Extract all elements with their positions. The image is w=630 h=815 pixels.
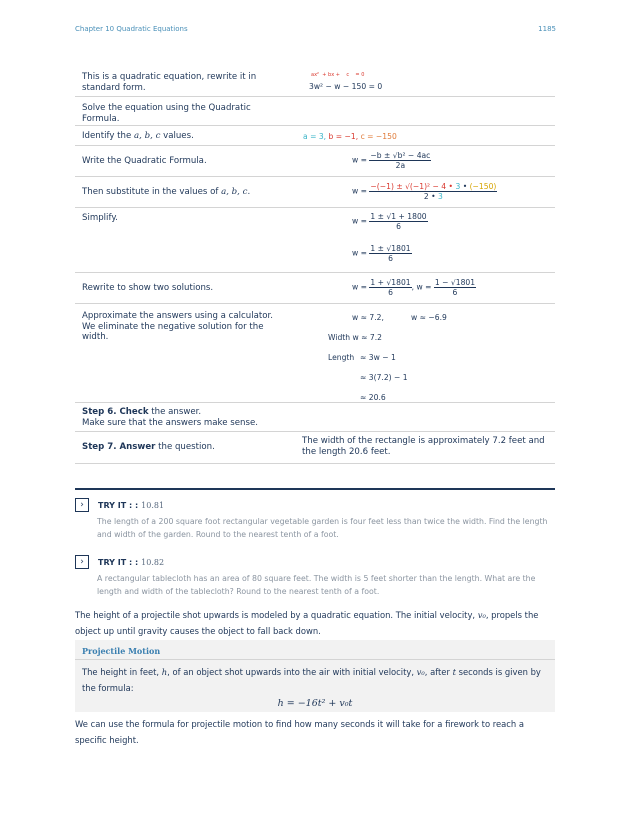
row-left-text: This is a quadratic equation, rewrite it in standard form.	[82, 72, 257, 93]
abc-values: a = 3, b = −1, c = −150	[303, 132, 397, 141]
try-it-number: 10.81	[141, 500, 165, 510]
table-row	[75, 146, 555, 177]
try-it-text: The length of a 200 square foot rectangular vegetable garden is four feet less than twice the width. Find the length and width of the garden. Round to the nearest tenth of a foot.	[97, 517, 548, 539]
simplify-step-1: w = $\frac{1 \pm √1 + 1800}{6}$	[352, 212, 427, 231]
projectile-motion-box	[75, 640, 555, 712]
length-step-2: ≈ 3(7.2) − 1	[360, 373, 408, 382]
table-row	[75, 126, 555, 146]
try-it-text: A rectangular tablecloth has an area of 80 square feet. The width is 5 feet shorter than the length. What are the length and width of the tablecloth? Round to the nearest tenth of a foot.	[97, 574, 536, 596]
chevron-right-icon[interactable]: ›	[75, 498, 89, 512]
step-7: Step 7. Answer the question.	[82, 442, 215, 452]
standard-form-equation: 3w² − w − 150 = 0	[309, 82, 383, 91]
solution-negative: w ≈ −6.9	[411, 313, 447, 322]
try-it-title: TRY IT : :	[98, 500, 139, 510]
length-step-3: ≈ 20.6	[360, 393, 386, 402]
try-it-number: 10.82	[141, 557, 165, 567]
standard-form-labels: ax² + bx + c = 0	[311, 72, 365, 78]
step-6: Step 6. Check the answer. Make sure that the answers make sense.	[82, 407, 258, 428]
try-it-title: TRY IT : :	[98, 557, 139, 567]
section-divider	[75, 488, 555, 490]
chevron-right-icon[interactable]: ›	[75, 555, 89, 569]
table-row	[75, 66, 555, 97]
length-step-1: ≈ 3w − 1	[360, 353, 396, 362]
row-left-text: Identify the a, b, c values.	[82, 131, 194, 141]
table-row	[75, 403, 555, 432]
table-row	[75, 177, 555, 208]
table-row	[75, 97, 555, 126]
page-number: 1185	[538, 25, 556, 33]
row-left-text: Then substitute in the values of a, b, c.	[82, 187, 251, 197]
try-it-header	[75, 498, 164, 512]
final-answer: The width of the rectangle is approximately 7.2 feet and the length 20.6 feet.	[302, 436, 545, 457]
row-left-text: Simplify.	[82, 213, 118, 223]
feature-title: Projectile Motion	[82, 646, 161, 656]
firework-paragraph: We can use the formula for projectile motion to find how many seconds it will take for a firework to reach a specific height.	[75, 719, 525, 745]
try-it-header	[75, 555, 164, 569]
length-label: Length	[328, 353, 355, 362]
projectile-formula: h = −16t² + v₀t	[277, 698, 353, 709]
row-left-text: Rewrite to show two solutions.	[82, 283, 214, 293]
row-left-text: Solve the equation using the Quadratic Formula.	[82, 103, 251, 124]
feature-divider	[75, 659, 555, 660]
row-left-text: Write the Quadratic Formula.	[82, 156, 207, 166]
solution-table	[75, 66, 555, 464]
table-row	[75, 432, 555, 464]
projectile-paragraph: The height of a projectile shot upwards is modeled by a quadratic equation. The initial velocity, v₀, propels the object up until gravity causes the object to fall back down.	[75, 610, 539, 636]
running-header-chapter: Chapter 10 Quadratic Equations	[75, 25, 188, 33]
simplify-step-2: w = $\frac{1 \pm √1801}{6}$	[352, 244, 411, 263]
quadratic-formula: w = $\frac{\text{−b ± √b² − 4ac}}{2a}$	[352, 151, 431, 170]
width-value: Width w ≈ 7.2	[328, 333, 382, 342]
substituted-formula: w = $\frac{\text{−(−1) ± √(−1)² − 4 • 3 • (−150)}}{2 • 3}$	[352, 182, 497, 201]
row-left-text: Approximate the answers using a calculator. We eliminate the negative solution for the width.	[82, 311, 273, 342]
solution-positive: w ≈ 7.2,	[352, 313, 384, 322]
feature-body: The height in feet, h, of an object shot upwards into the air with initial velocity, v₀, after t seconds is given by the formula:	[82, 667, 541, 693]
table-row	[75, 208, 555, 273]
two-solutions: w = $\frac{1 + √1801}{6}$ , w = $\frac{1 - √1801}{6}$	[352, 278, 476, 297]
table-row	[75, 304, 555, 403]
table-row	[75, 273, 555, 304]
